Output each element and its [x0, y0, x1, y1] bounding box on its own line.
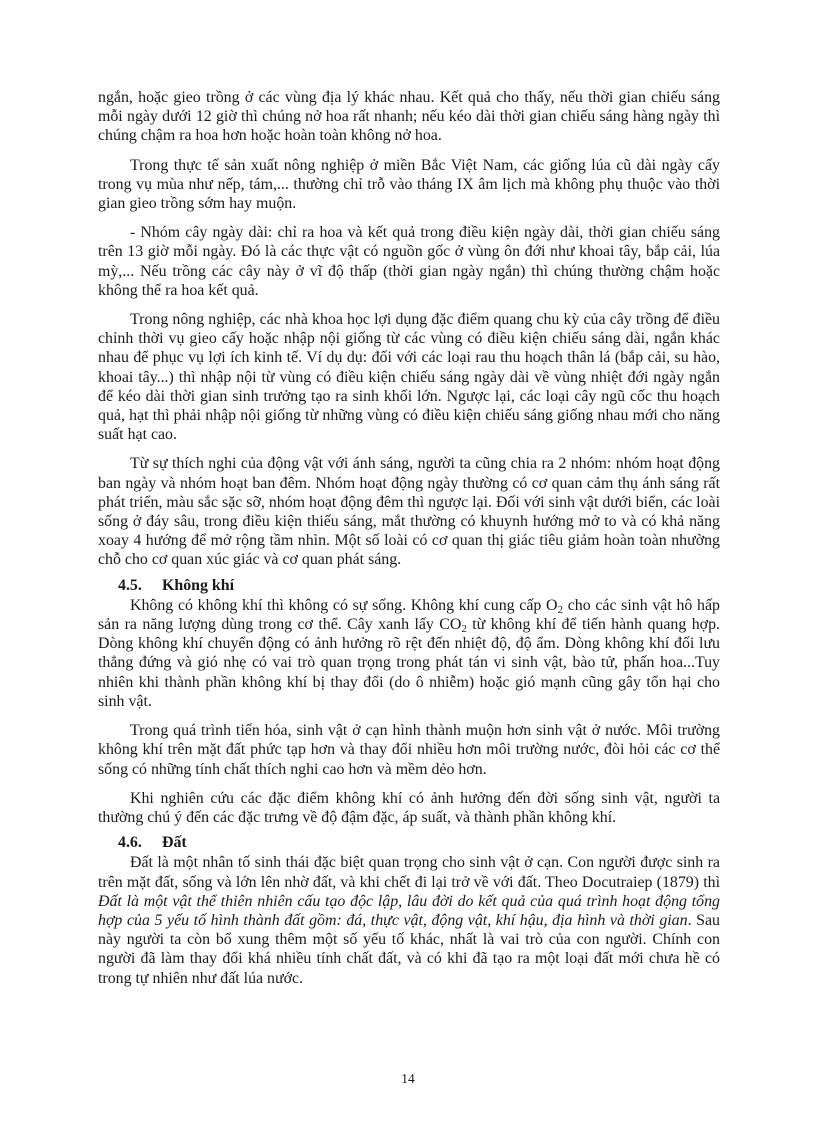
italic-definition: Đất là một vật thể thiên nhiên cấu tạo độc lập, lâu đời do kết quả của quá trình hoạt động tổng hợp của 5 yếu tố hình thành đất gồm: đá, thực vật, động vật, khí hậu, địa hình và thời gian: [98, 892, 720, 929]
paragraph: Từ sự thích nghi của động vật với ánh sáng, người ta cũng chia ra 2 nhóm: nhóm hoạt động ban ngày và nhóm hoạt ban đêm. Nhóm hoạt động ngày thường có cơ quan cảm thụ ánh sáng rất phát triển, màu sắc sặc sỡ, nhóm hoạt động đêm thì ngược lại. Đối với sinh vật dưới biển, các loài sống ở đáy sâu, trong điều kiện thiếu sáng, mắt thường có khuynh hướng mở to và có khả năng xoay 4 hướng để mở rộng tầm nhìn. Một số loài có cơ quan thị giác tiêu giảm hoàn toàn nhường chỗ cho cơ quan xúc giác và cơ quan phát sáng.: [98, 455, 720, 569]
paragraph: ngắn, hoặc gieo trồng ở các vùng địa lý khác nhau. Kết quả cho thấy, nếu thời gian chiếu sáng mỗi ngày dưới 12 giờ thì chúng nở hoa rất nhanh; nếu kéo dài thời gian chiếu sáng hàng ngày thì chúng chậm ra hoa hơn hoặc hoàn toàn không nở hoa.: [98, 89, 720, 145]
section-title: Không khí: [162, 576, 234, 594]
section-heading-soil: [118, 833, 720, 852]
section-number: 4.6.: [118, 834, 142, 852]
page-content: [98, 88, 720, 998]
subscript: 2: [461, 623, 467, 636]
paragraph: Trong nông nghiệp, các nhà khoa học lợi dụng đặc điểm quang chu kỳ của cây trồng để điều chỉnh thời vụ gieo cấy hoặc nhập nội giống từ các vùng có điều kiện chiếu sáng dài, ngắn khác nhau để phục vụ lợi ích kinh tế. Ví dụ dụ: đối với các loại rau thu hoạch thân lá (bắp cải, su hào, khoai tây...) thì nhập nội từ vùng có điều kiện chiếu sáng ngày dài về vùng nhiệt đới ngày ngắn để kéo dài thời gian sinh trưởng tạo ra sinh khối lớn. Ngược lại, các loại cây ngũ cốc thu hoạch quả, hạt thì phải nhập nội giống từ những vùng có điều kiện chiếu sáng giống nhau mới cho năng suất hạt cao.: [98, 311, 720, 444]
text-run: từ không khí để tiến hành quang hợp. Dòng không khí chuyển động có ảnh hưởng rõ rệt đến nhiệt độ, độ ẩm. Dòng không khí đối lưu thẳng đứng và gió nhẹ có vai trò quan trọng trong phát tán vi sinh vật, bào tử, phấn hoa...Tuy nhiên khi thành phần không khí bị thay đổi (do ô nhiễm) hoặc gió mạnh cũng gây tổn hại cho sinh vật.: [98, 616, 720, 710]
text-run: cho các sinh vật hô hấp sản ra năng lượng dùng trong cơ thể. Cây xanh lấy CO: [98, 596, 720, 634]
text-run: Đất là một nhân tố sinh thái đặc biệt quan trọng cho sinh vật ở cạn. Con người được sinh ra trên mặt đất, sống và lớn lên nhờ đất, và khi chết đi lại trở về với đất. Theo Docutraiep (1879) thì: [98, 854, 720, 891]
paragraph: Trong quá trình tiến hóa, sinh vật ở cạn hình thành muộn hơn sinh vật ở nước. Môi trường không khí trên mặt đất phức tạp hơn và thay đổi nhiều hơn môi trường nước, đòi hỏi các cơ thể sống có những tính chất thích nghi cao hơn và mềm dẻo hơn.: [98, 722, 720, 778]
section-heading-air: [118, 576, 720, 595]
paragraph: [98, 596, 720, 711]
paragraph: [98, 853, 720, 987]
paragraph: Trong thực tế sản xuất nông nghiệp ở miền Bắc Việt Nam, các giống lúa cũ dài ngày cấy trong vụ mùa như nếp, tám,... thường chỉ trỗ vào tháng IX âm lịch mà không phụ thuộc vào thời gian gieo trồng sớm hay muộn.: [98, 156, 720, 213]
text-run: . Sau này người ta còn bổ xung thêm một số yếu tố khác, nhất là vai trò của con người. Chính con người đã làm thay đổi khá nhiều tính chất đất, và có khi đã tạo ra một loại đất mới chưa hề có trong tự nhiên như đất lúa nước.: [98, 911, 720, 987]
paragraph: Khi nghiên cứu các đặc điểm không khí có ảnh hưởng đến đời sống sinh vật, người ta thường chú ý đến các đặc trưng về độ đậm đặc, áp suất, và thành phần không khí.: [98, 789, 720, 826]
page-number: 14: [401, 1071, 415, 1086]
paragraph: - Nhóm cây ngày dài: chỉ ra hoa và kết quả trong điều kiện ngày dài, thời gian chiếu sáng trên 13 giờ mỗi ngày. Đó là các thực vật có nguồn gốc ở vùng ôn đới như khoai tây, bắp cải, lúa mỳ,... Nếu trồng các cây này ở vĩ độ thấp (thời gian ngày ngắn) thì chúng thường chậm hoặc không thể ra hoa kết quả.: [98, 224, 720, 299]
section-title: Đất: [162, 834, 187, 852]
text-run: Không có không khí thì không có sự sống. Không khí cung cấp O: [130, 596, 558, 614]
subscript: 2: [557, 603, 564, 616]
section-number: 4.5.: [118, 576, 142, 594]
